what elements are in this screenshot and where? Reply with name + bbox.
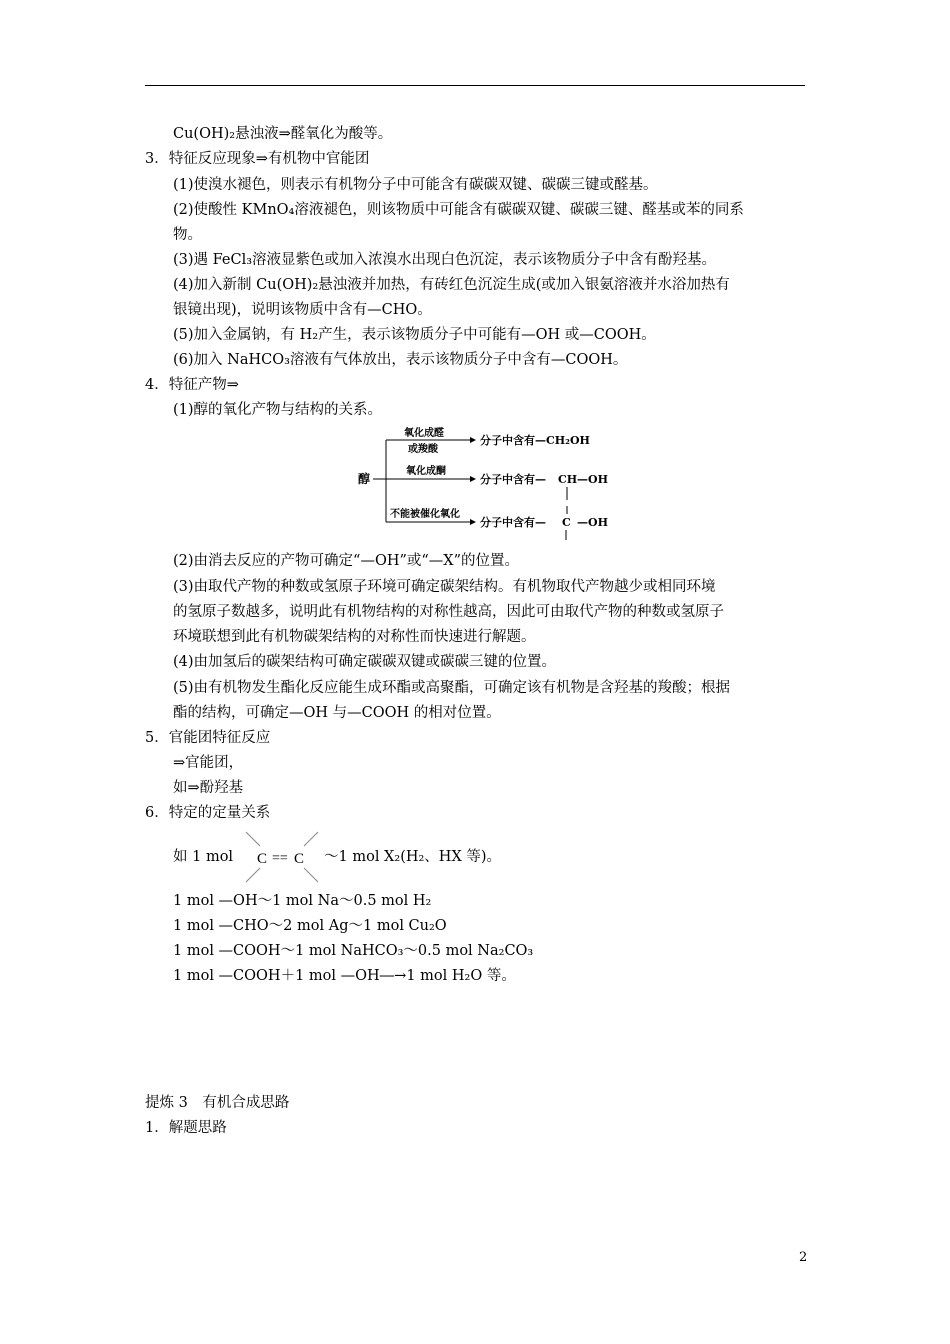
text-line: (3)遇 FeCl₃溶液显紫色或加入浓溴水出现白色沉淀，表示该物质分子中含有酚羟基。: [173, 252, 717, 268]
diagram-label-no-oxidation: 不能被催化氧化: [390, 509, 460, 520]
text-line: (2)由消去反应的产物可确定“—OH”或“—X”的位置。: [173, 553, 520, 569]
text-line: 1 mol —COOH～1 mol NaHCO₃～0.5 mol Na₂CO₃: [173, 943, 534, 959]
section-heading: 5．官能团特征反应: [145, 730, 271, 746]
double-bond-left-carbon: C: [257, 851, 268, 867]
section-heading: 4．特征产物⇒: [145, 377, 239, 393]
text-line: 1 mol —COOH＋1 mol —OH―→1 mol H₂O 等。: [173, 968, 516, 984]
diagram-result-tertiary-prefix: 分子中含有—: [480, 516, 546, 529]
text-line: (2)使酸性 KMnO₄溶液褪色，则该物质中可能含有碳碳双键、碳碳三键、醛基或苯的同系: [173, 202, 744, 218]
carbon-double-bond-structure: [242, 830, 322, 884]
text-line: 物。: [173, 227, 202, 243]
text-line: 1 mol —OH～1 mol Na～0.5 mol H₂: [173, 893, 432, 909]
text-line: (5)由有机物发生酯化反应能生成环酯或高聚酯，可确定该有机物是含羟基的羧酸；根据: [173, 680, 731, 696]
text-line: 如 1 mol: [173, 849, 234, 865]
text-line: (6)加入 NaHCO₃溶液有气体放出，表示该物质分子中含有—COOH。: [173, 352, 628, 368]
diagram-alcohol: 醇: [358, 472, 371, 486]
diagram-result-tertiary-oh: —OH: [577, 516, 608, 529]
text-line: (4)加入新制 Cu(OH)₂悬浊液并加热，有砖红色沉淀生成(或加入银氨溶液并水浴加热有: [173, 277, 730, 293]
text-line: 酯的结构，可确定—OH 与—COOH 的相对位置。: [173, 705, 501, 721]
text-line: ～1 mol X₂(H₂、HX 等)。: [324, 849, 502, 865]
diagram-label-aldehyde: 氧化成醛: [404, 428, 444, 439]
diagram-result-primary: 分子中含有—CH₂OH: [480, 434, 590, 447]
diagram-label-ketone: 氧化成酮: [406, 466, 446, 477]
section-heading: 1．解题思路: [145, 1120, 227, 1136]
text-line: 环境联想到此有机物碳架结构的对称性而快速进行解题。: [173, 629, 536, 645]
section-title: 提炼 3 有机合成思路: [145, 1095, 290, 1111]
text-line: (4)由加氢后的碳架结构可确定碳碳双键或碳碳三键的位置。: [173, 654, 557, 670]
text-line: (3)由取代产物的种数或氢原子环境可确定碳架结构。有机物取代产物越少或相同环境: [173, 579, 716, 595]
section-heading: 6．特定的定量关系: [145, 805, 271, 821]
text-line: (1)使溴水褪色，则表示有机物分子中可能含有碳碳双键、碳碳三键或醛基。: [173, 177, 658, 193]
alcohol-oxidation-diagram: [350, 424, 620, 542]
text-line: 如⇒酚羟基: [173, 780, 244, 796]
text-line: ⇒官能团，: [173, 755, 244, 771]
text-line: 1 mol —CHO～2 mol Ag～1 mol Cu₂O: [173, 918, 447, 934]
header-rule: [145, 85, 805, 86]
text-line: 银镜出现)，说明该物质中含有—CHO。: [173, 302, 432, 318]
text-line: 的氢原子数越多，说明此有机物结构的对称性越高，因此可由取代产物的种数或氢原子: [173, 604, 724, 620]
text-line: (1)醇的氧化产物与结构的关系。: [173, 402, 383, 418]
page-number: 2: [799, 1250, 808, 1265]
diagram-result-secondary-oh: —OH: [577, 473, 608, 486]
text-line: Cu(OH)₂悬浊液⇒醛氧化为酸等。: [173, 126, 393, 142]
diagram-label-acid: 或羧酸: [408, 444, 438, 455]
double-bond-symbol: ==: [272, 851, 288, 866]
text-line: (5)加入金属钠，有 H₂产生，表示该物质分子中可能有—OH 或—COOH。: [173, 327, 656, 343]
double-bond-right-carbon: C: [294, 851, 305, 867]
diagram-result-secondary-ch: CH: [558, 473, 578, 486]
diagram-result-secondary-prefix: 分子中含有—: [480, 473, 546, 486]
section-heading: 3．特征反应现象⇒有机物中官能团: [145, 151, 370, 167]
diagram-result-tertiary-c: C: [562, 516, 571, 529]
